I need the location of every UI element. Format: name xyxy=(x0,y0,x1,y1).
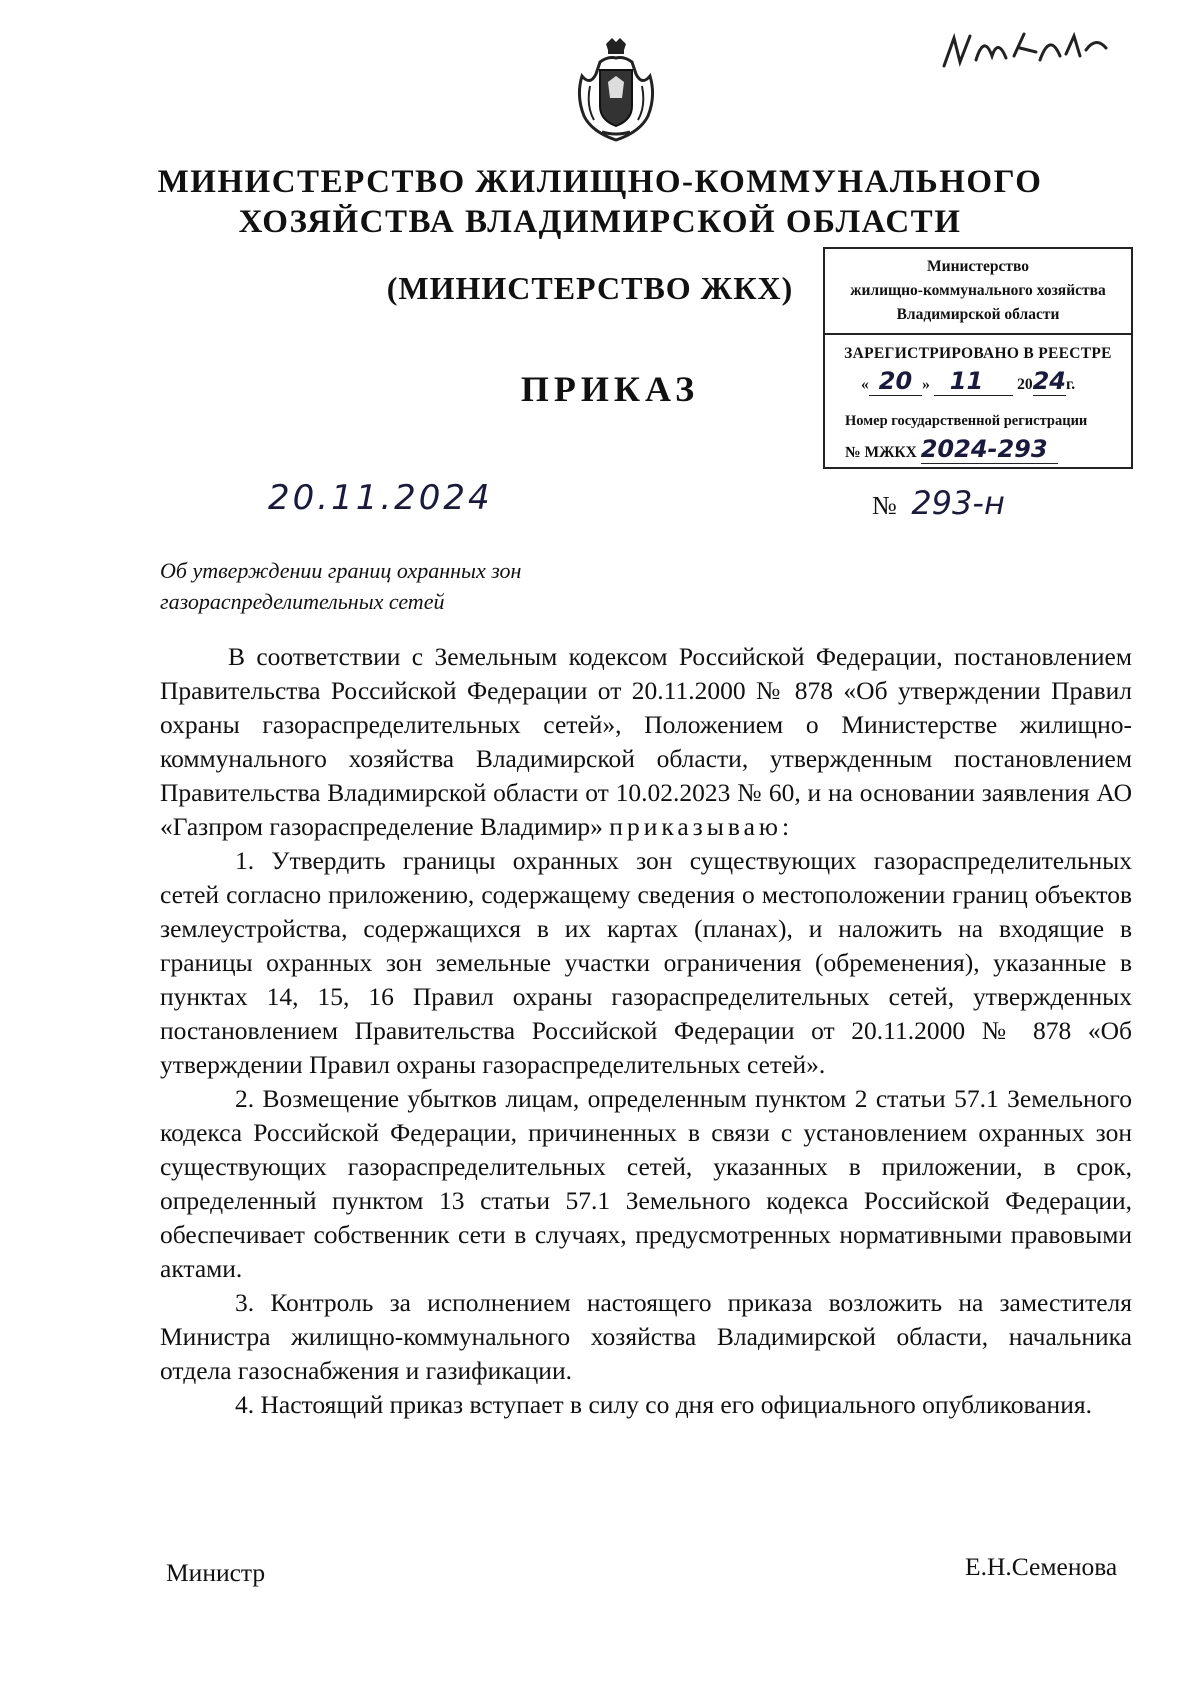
ministry-title-line2: ХОЗЯЙСТВА ВЛАДИМИРСКОЙ ОБЛАСТИ xyxy=(238,204,962,240)
stamp-date-close-quote: » xyxy=(922,376,930,393)
registration-stamp xyxy=(823,247,1133,469)
stamp-reg-number: 2024-293 xyxy=(921,435,1058,464)
preamble-text: В соответствии с Земельным кодексом Российской Федерации, постановлением Правительства Российской Федерации от 20.11.2000 № 878 «Об утверждении Правил охраны газораспределительных сетей», Положением о Министерстве жилищно-коммунального хозяйства Владимирской области, утвержденным постановлением Правительства Владимирской области от 10.02.2023 № 60, и на основании заявления АО «Газпром газораспределение Владимир» xyxy=(160,642,1132,841)
coat-of-arms-icon xyxy=(572,36,660,144)
order-subject xyxy=(160,555,660,617)
stamp-org-line3: Владимирской области xyxy=(896,306,1060,323)
order-item-3: 3. Контроль за исполнением настоящего приказа возложить на заместителя Министра жилищно-коммунального хозяйства Владимирской области, начальника отдела газоснабжения и газификации. xyxy=(160,1288,1132,1385)
stamp-organization xyxy=(825,249,1131,335)
signatory-title: Министр xyxy=(166,1558,266,1587)
stamp-date-month: 11 xyxy=(934,367,1013,396)
order-subject-line2: газораспределительных сетей xyxy=(160,589,445,614)
preamble-paragraph xyxy=(160,640,1132,844)
stamp-reg-number-row xyxy=(845,435,1058,463)
stamp-reg-prefix: № МЖКХ xyxy=(845,444,917,461)
stamp-org-line1: Министерство xyxy=(927,258,1029,275)
ministry-short-name: (МИНИСТЕРСТВО ЖКХ) xyxy=(386,270,794,306)
order-number-row xyxy=(872,484,1005,522)
ministry-title xyxy=(150,162,1050,242)
order-subject-line1: Об утверждении границ охранных зон xyxy=(160,558,522,583)
order-item-1: 1. Утвердить границы охранных зон существующих газораспределительных сетей согласно приложению, содержащему сведения о местоположении границ объектов землеустройства, содержащихся в их картах (планах), и наложить на входящие в границы охранных зон земельные участки ограничения (обременения), указанные в пунктах 14, 15, 16 Правил охраны газораспределительных сетей, утвержденных постановлением Правительства Российской Федерации от 20.11.2000 № 878 «Об утверждении Правил охраны газораспределительных сетей». xyxy=(160,846,1132,1079)
stamp-reg-label: Номер государственной регистрации xyxy=(845,413,1088,429)
stamp-date-year-prefix: 20 xyxy=(1017,376,1033,393)
order-item-2: 2. Возмещение убытков лицам, определенным пунктом 2 статьи 57.1 Земельного кодекса Российской Федерации, причиненных в связи с установлением охранных зон существующих газораспределительных сетей, указанных в приложении, в срок, определенный пунктом 13 статьи 57.1 Земельного кодекса Российской Федерации, обеспечивает собственник сети в случаях, предусмотренных нормативными правовыми актами. xyxy=(160,1084,1132,1283)
preamble-order-word: приказываю: xyxy=(609,812,794,841)
signatory-name: Е.Н.Семенова xyxy=(965,1552,1118,1581)
order-number-label: № xyxy=(872,491,897,520)
ministry-title-line1: МИНИСТЕРСТВО ЖИЛИЩНО-КОММУНАЛЬНОГО xyxy=(157,164,1043,200)
order-date: 20.11.2024 xyxy=(268,478,493,518)
stamp-date xyxy=(861,367,1075,395)
stamp-date-year-end: г. xyxy=(1065,376,1076,393)
order-number: 293-н xyxy=(911,484,1005,522)
order-item-4: 4. Настоящий приказ вступает в силу со дня его официального опубликования. xyxy=(235,1390,1092,1419)
stamp-date-day: 20 xyxy=(869,367,922,396)
document-type-title: ПРИКАЗ xyxy=(520,369,700,409)
stamp-date-year-suffix: 24 xyxy=(1032,367,1066,395)
stamp-date-open-quote: « xyxy=(861,376,869,393)
stamp-org-line2: жилищно-коммунального хозяйства xyxy=(850,282,1106,299)
handwritten-mark-icon xyxy=(940,26,1110,76)
order-body xyxy=(160,640,1132,1422)
stamp-registered-label: ЗАРЕГИСТРИРОВАНО В РЕЕСТРЕ xyxy=(844,345,1112,362)
